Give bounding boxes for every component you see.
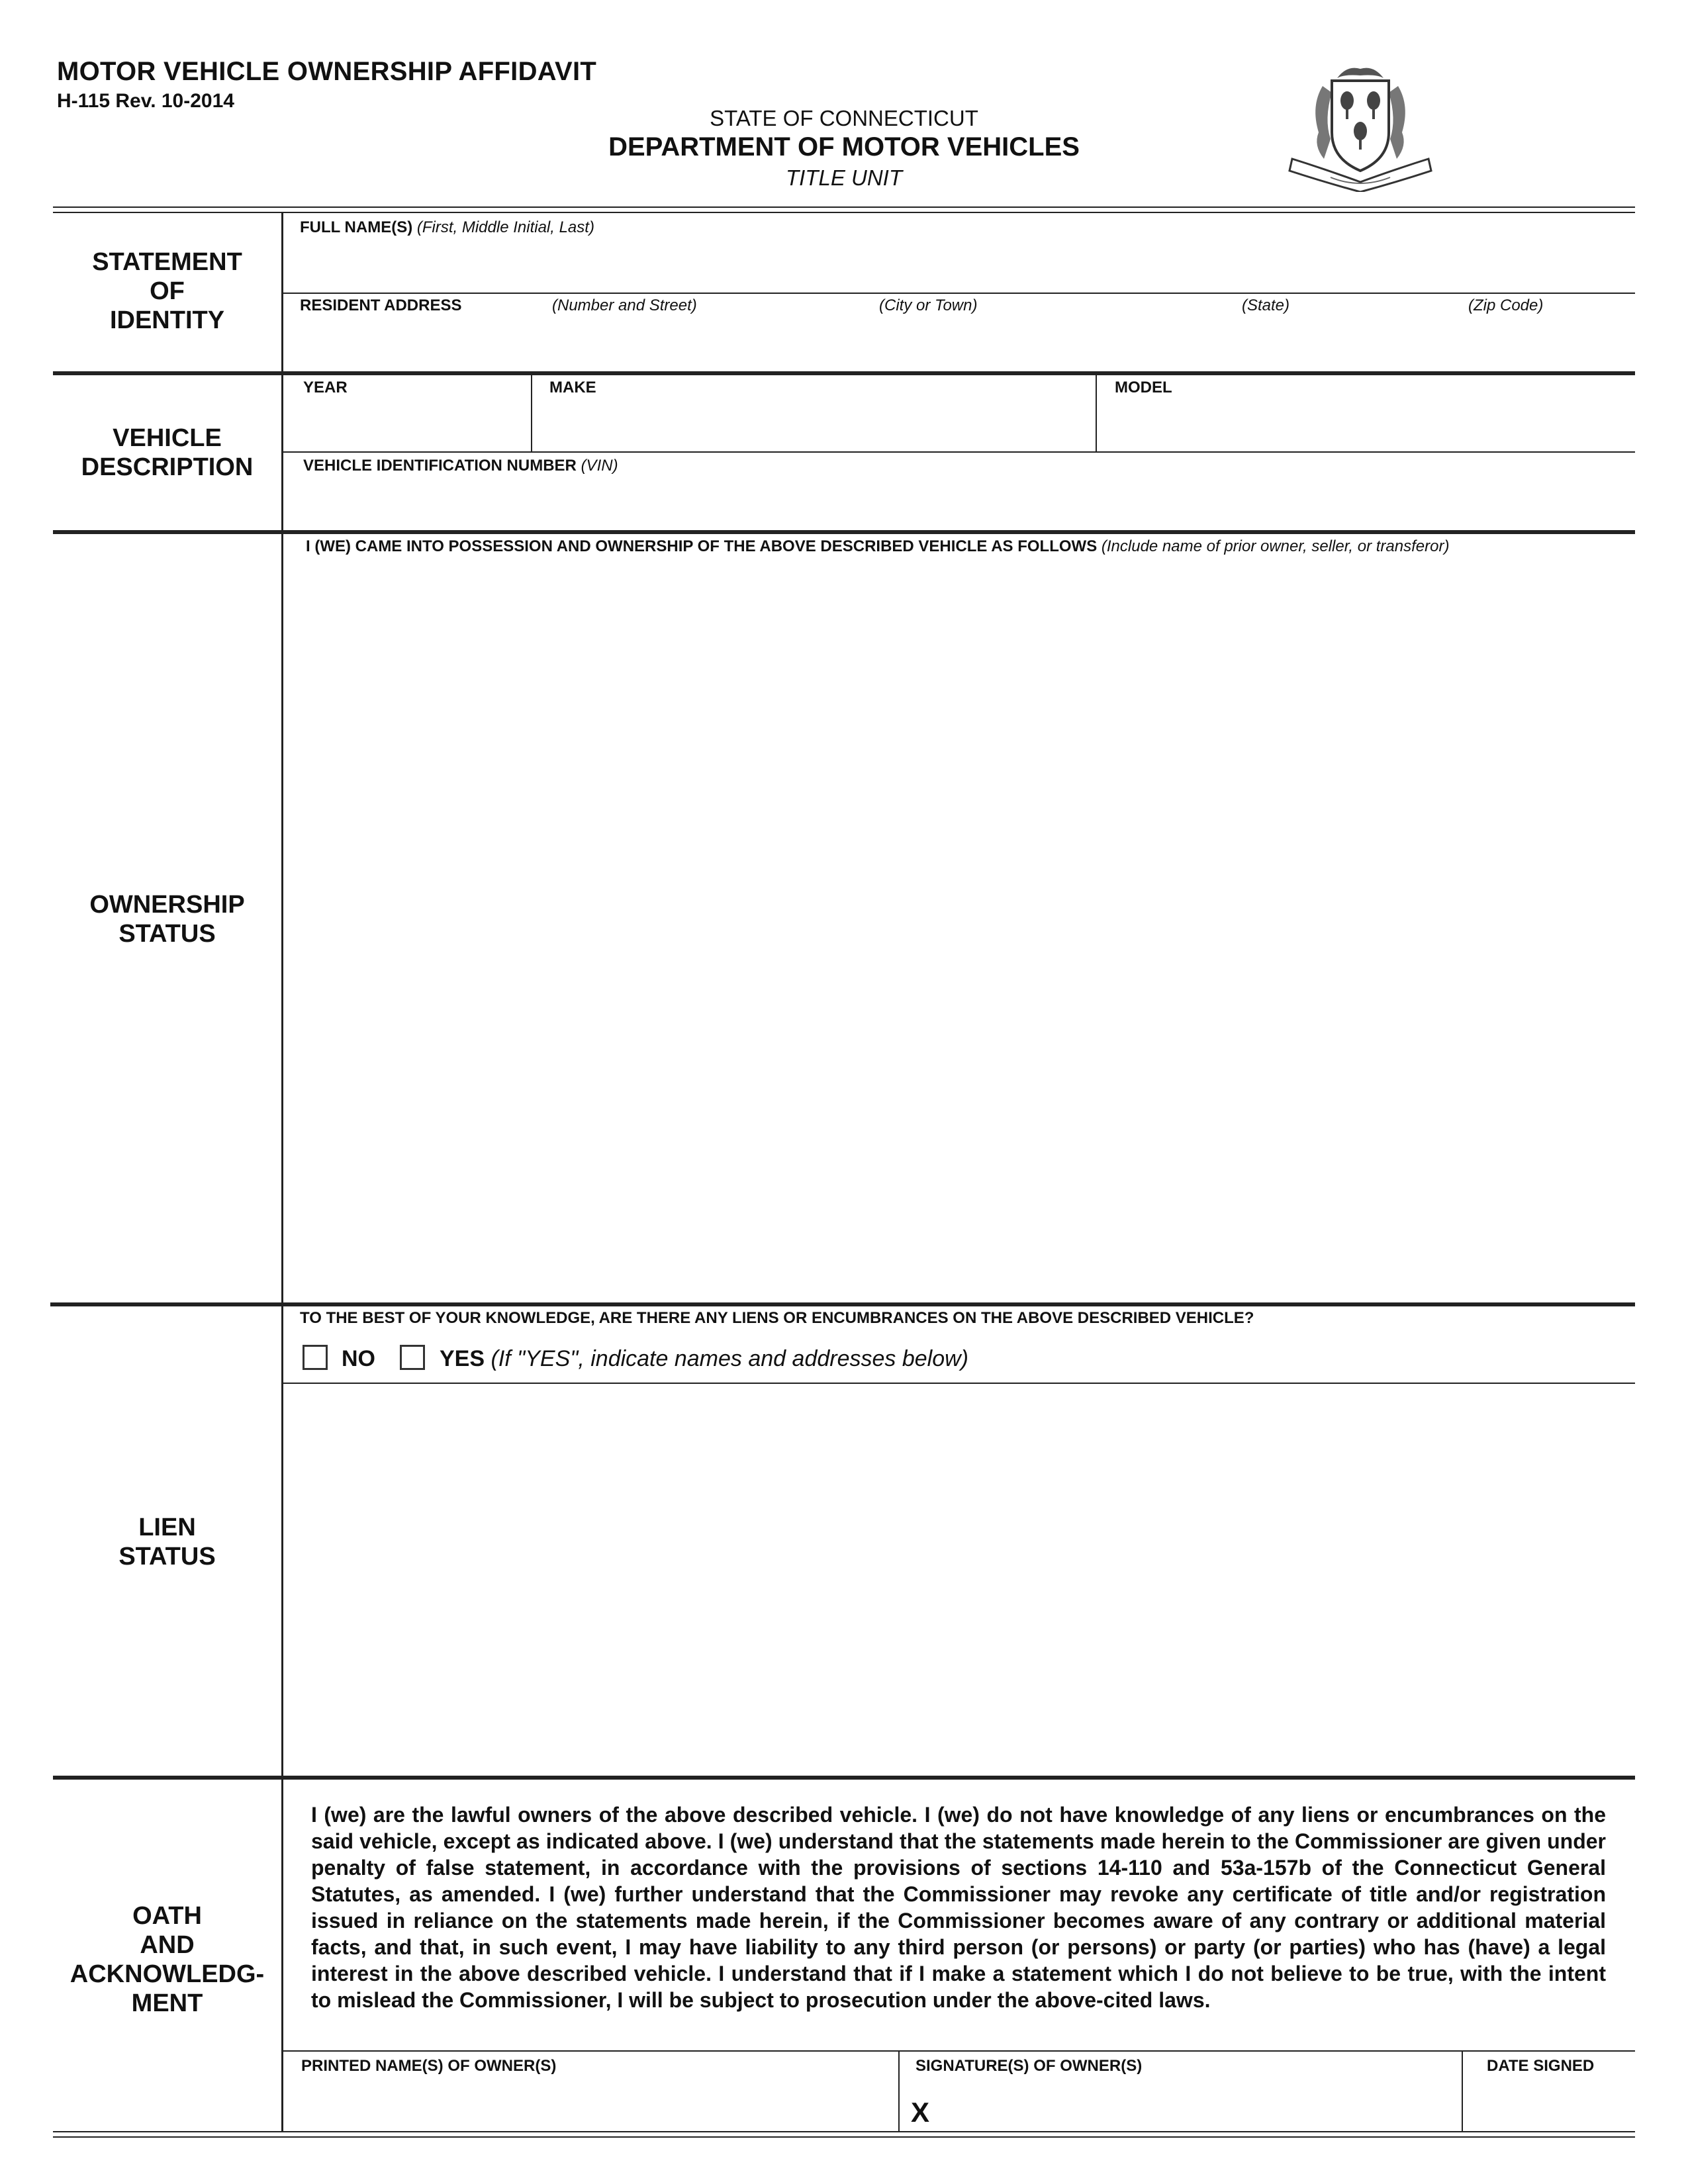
- make-model-divider: [1096, 375, 1097, 453]
- section-title-line: DESCRIPTION: [81, 453, 254, 481]
- model-field[interactable]: [1099, 400, 1634, 450]
- section-title-oath: [53, 1901, 281, 2018]
- section-title-line: STATUS: [118, 920, 216, 948]
- column-divider: [281, 212, 283, 2131]
- full-name-hint: (First, Middle Initial, Last): [416, 218, 594, 236]
- resident-address-label: RESIDENT ADDRESS: [300, 296, 462, 314]
- model-label: MODEL: [1115, 379, 1172, 396]
- printed-name-label: PRINTED NAME(S) OF OWNER(S): [301, 2057, 557, 2075]
- year-make-divider: [531, 375, 532, 453]
- vin-label-text: VEHICLE IDENTIFICATION NUMBER: [303, 457, 577, 475]
- full-name-field[interactable]: [285, 240, 1634, 291]
- oath-statement: I (we) are the lawful owners of the above described vehicle. I (we) do not have knowledge of any liens or encumbrances on the said vehicle, except as indicated above. I (we) understand that the statements made herein to the Commissioner are given under penalty of false statement, in accordance with the provisions of sections 14-110 and 53a-157b of the Connecticut General Statutes, as amended. I (we) further understand that the Commissioner may revoke any certificate of title and/or registration issued in reliance on the statements made herein, if the Commissioner becomes aware of any contrary or additional material facts, and that, in such event, I may have liability to any third person (or persons) or party (or parties) who has (have) a legal interest in the above described vehicle. I understand that if I make a statement which I do not believe to be true, with the intent to mislead the Commissioner, I will be subject to prosecution under the above-cited laws.: [311, 1803, 1606, 2012]
- section-separator-lien: [50, 1302, 1635, 1306]
- section-title-line: STATEMENT: [92, 248, 242, 276]
- year-field[interactable]: [285, 400, 530, 450]
- section-separator-ownership: [53, 530, 1635, 534]
- make-label: MAKE: [549, 379, 596, 396]
- state-seal-icon: [1284, 60, 1436, 192]
- lien-row-rule: [283, 1383, 1635, 1384]
- section-title-line: STATUS: [118, 1543, 216, 1570]
- vehicle-row-rule: [283, 451, 1635, 453]
- printed-name-field[interactable]: [285, 2078, 896, 2130]
- section-title-line: MENT: [131, 1989, 203, 2017]
- lien-yes-hint: (If "YES", indicate names and addresses below): [491, 1346, 969, 1371]
- full-name-label-text: FULL NAME(S): [300, 218, 413, 236]
- ownership-hint: (Include name of prior owner, seller, or transferor): [1101, 537, 1450, 555]
- date-signed-label: DATE SIGNED: [1487, 2057, 1595, 2075]
- lien-yes-label: [440, 1346, 968, 1372]
- vin-label: [303, 457, 618, 475]
- lien-yes-label-text: YES: [440, 1346, 485, 1371]
- section-separator-oath: [53, 1776, 1635, 1780]
- top-rule-inner: [53, 212, 1635, 213]
- unit-name: TITLE UNIT: [785, 165, 902, 190]
- ownership-label-text: I (WE) CAME INTO POSSESSION AND OWNERSHIP OF THE ABOVE DESCRIBED VEHICLE AS FOLLOWS: [306, 537, 1098, 555]
- signature-x-mark: X: [911, 2097, 930, 2128]
- section-title-identity: [53, 248, 281, 335]
- bottom-rule: [53, 2131, 1635, 2132]
- signature-label: SIGNATURE(S) OF OWNER(S): [915, 2057, 1143, 2075]
- address-state-hint: (State): [1242, 296, 1290, 314]
- name-signature-divider: [898, 2050, 900, 2132]
- section-title-line: VEHICLE: [113, 424, 222, 452]
- section-title-line: LIEN: [138, 1514, 196, 1541]
- vin-field[interactable]: [285, 478, 1634, 528]
- lien-no-label: NO: [342, 1346, 375, 1371]
- resident-address-field[interactable]: [285, 318, 1634, 369]
- top-rule: [53, 206, 1635, 208]
- lien-yes-checkbox[interactable]: [400, 1345, 425, 1370]
- section-title-line: AND: [140, 1931, 195, 1959]
- section-title-line: IDENTITY: [109, 306, 225, 334]
- signature-field[interactable]: [902, 2078, 1459, 2130]
- section-title-line: ACKNOWLEDG-: [70, 1960, 265, 1988]
- vin-hint: (VIN): [581, 457, 618, 475]
- ownership-label: [306, 537, 1449, 556]
- form-number: H-115 Rev. 10-2014: [57, 90, 234, 112]
- section-title-vehicle: [53, 424, 281, 482]
- section-title-line: OWNERSHIP: [89, 891, 245, 919]
- ownership-description-field[interactable]: [285, 560, 1634, 1300]
- full-name-label: [300, 218, 594, 237]
- state-name: STATE OF CONNECTICUT: [710, 106, 978, 130]
- section-title-line: OF: [150, 277, 185, 305]
- section-title-ownership: [53, 890, 281, 948]
- signature-date-divider: [1462, 2050, 1463, 2132]
- lien-holders-field[interactable]: [285, 1386, 1634, 1774]
- department-name: DEPARTMENT OF MOTOR VEHICLES: [608, 132, 1080, 161]
- lien-question: TO THE BEST OF YOUR KNOWLEDGE, ARE THERE ANY LIENS OR ENCUMBRANCES ON THE ABOVE DESCRIBED VEHICLE?: [300, 1309, 1254, 1327]
- year-label: YEAR: [303, 379, 348, 396]
- address-street-hint: (Number and Street): [552, 296, 697, 314]
- address-zip-hint: (Zip Code): [1468, 296, 1544, 314]
- make-field[interactable]: [534, 400, 1094, 450]
- form-title: MOTOR VEHICLE OWNERSHIP AFFIDAVIT: [57, 57, 597, 86]
- date-signed-field[interactable]: [1464, 2078, 1634, 2130]
- section-separator-vehicle: [53, 371, 1635, 375]
- section-title-lien: [53, 1513, 281, 1571]
- identity-row-rule: [283, 293, 1635, 294]
- address-city-hint: (City or Town): [879, 296, 978, 314]
- signature-row-rule: [283, 2050, 1635, 2052]
- bottom-rule-outer: [53, 2136, 1635, 2138]
- section-title-line: OATH: [132, 1902, 202, 1930]
- lien-no-checkbox[interactable]: [303, 1345, 328, 1370]
